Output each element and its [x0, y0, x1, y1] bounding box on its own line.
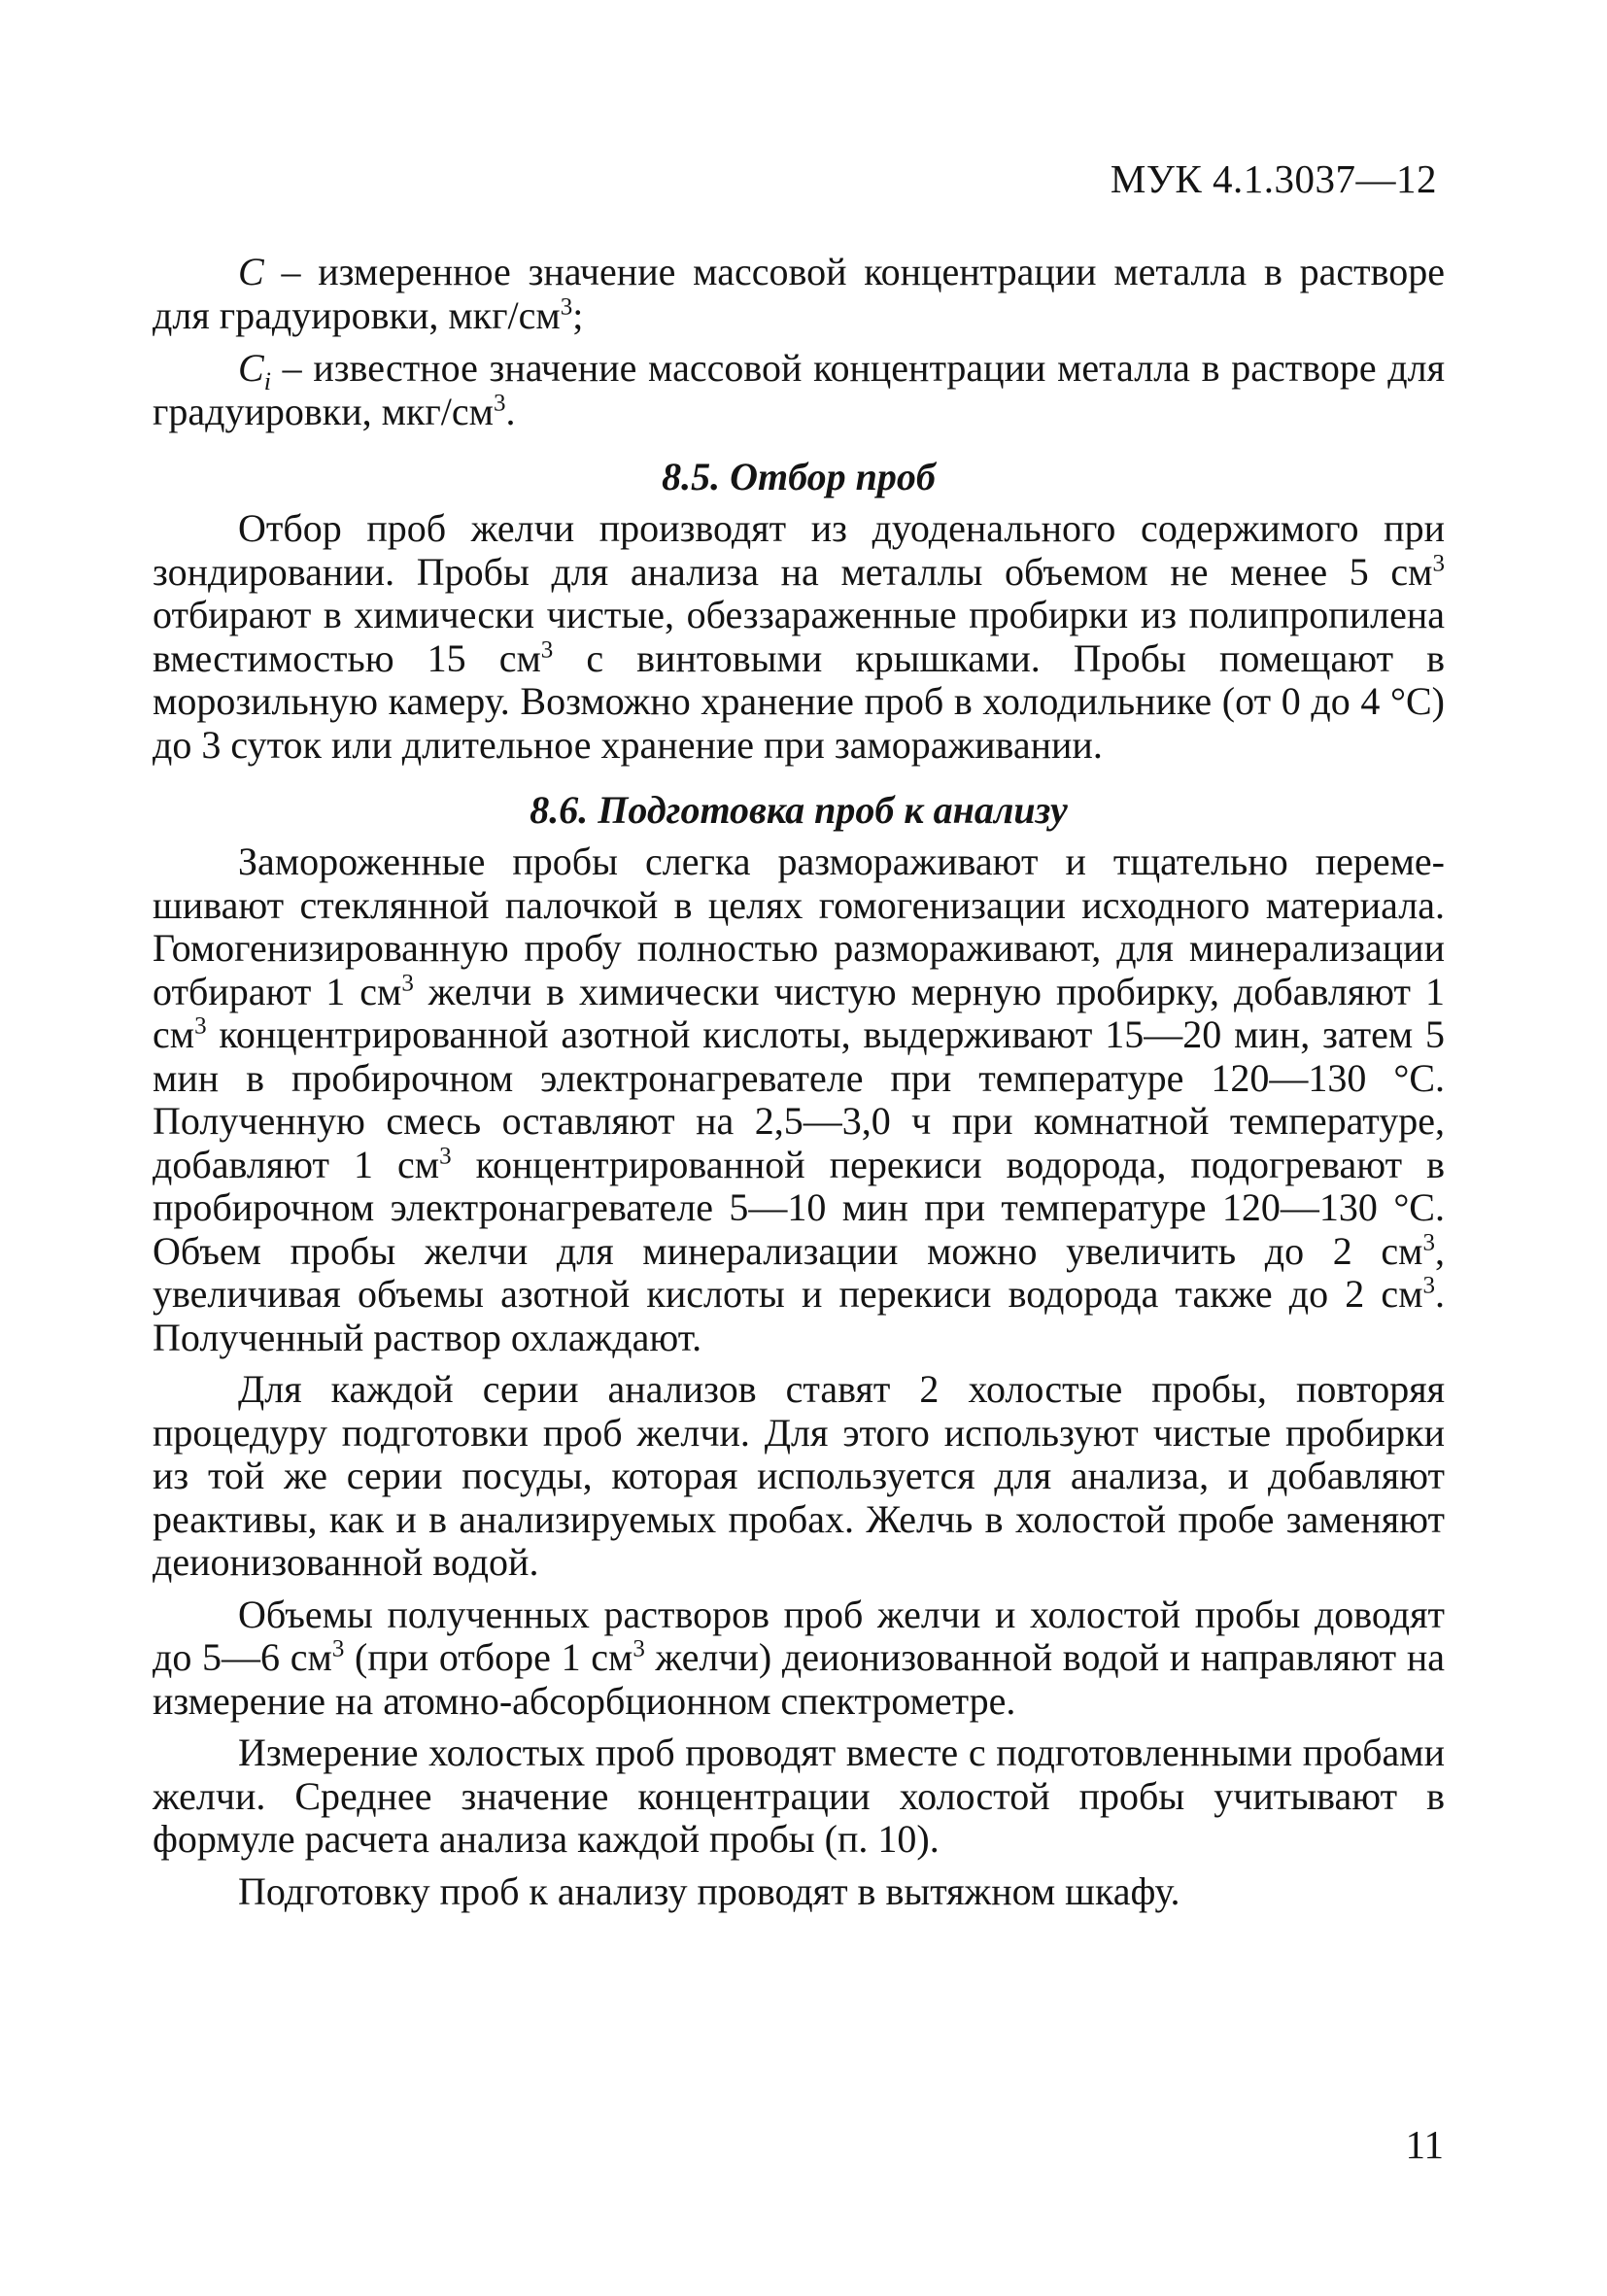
text-run: Отбор проб желчи производят из дуоденального содержимого при зондировании. Пробы для анализа на металлы объемом не менее 5 см — [153, 506, 1445, 594]
text-run: концентрированной перекиси водорода, подогревают в пробирочном электронагревателе 5—10 мин при температуре 120—130 °С. Объем пробы желчи для минерализации можно увеличить до 2 см — [153, 1142, 1445, 1273]
definition-text-end: ; — [572, 292, 584, 337]
superscript: 3 — [1422, 1272, 1435, 1299]
superscript: 3 — [331, 1635, 345, 1662]
text-run: желчи) деионизованной водой и направляют на измерение на атомно-абсорбционном спектрометре. — [153, 1635, 1446, 1723]
text-run: с винтовыми крышками. Пробы помещают в морозильную камеру. Возможно хранение проб в холодильнике (от 0 до 4 °С) до 3 суток или длительное хранение при замораживании. — [153, 635, 1446, 767]
page-content — [153, 251, 1445, 1922]
definition-c — [153, 251, 1445, 337]
symbol-subscript: i — [263, 367, 271, 395]
definition-text-end: . — [505, 389, 516, 433]
superscript: 3 — [439, 1143, 452, 1170]
text-run: , увеличивая объемы азотной кислоты и перекиси водорода также до 2 см — [153, 1228, 1445, 1316]
superscript: 3 — [633, 1635, 645, 1662]
text-run: . Полученный раствор охлаждают. — [153, 1272, 1445, 1359]
paragraph-measurement: Измерение холостых проб проводят вместе с подготовленными пробами желчи. Среднее значение концентрации холостой пробы учитывают в формуле расчета анализа каждой пробы (п. 10). — [153, 1731, 1445, 1861]
page-number: 11 — [1405, 2122, 1444, 2167]
document-code: МУК 4.1.3037—12 — [1110, 156, 1437, 201]
text-run: (при отборе 1 см — [344, 1635, 633, 1679]
definition-text: – известное значение массовой концентрации металла в растворе для градуировки, мкг/см — [153, 346, 1445, 433]
text-run: Замороженные пробы слегка размораживают и тщательно перемешивают стеклянной палочкой в целях гомогенизации исходного материала. Гомогенизированную пробу полностью размораживают, для минерализации отбирают 1 см — [153, 840, 1445, 1013]
paragraph-volumes — [153, 1593, 1445, 1724]
superscript: 3 — [540, 636, 554, 664]
superscript: 3 — [493, 390, 506, 417]
section-heading-8-6: 8.6. Подготовка проб к анализу — [530, 788, 1068, 832]
text-run: Объемы полученных растворов проб желчи и холостой пробы доводят до 5—6 см — [153, 1592, 1445, 1679]
symbol-c: C — [238, 250, 264, 293]
symbol-ci: C — [238, 346, 264, 390]
superscript: 3 — [401, 970, 414, 997]
section-heading-8-5: 8.5. Отбор проб — [662, 455, 936, 498]
superscript: 3 — [1422, 1229, 1435, 1256]
text-run: концентрированной азотной кислоты, выдерживают 15—20 мин, затем 5 мин в пробирочном электронагревателе при температуре 120—130 °С. Полученную смесь оставляют на 2,5—3,0 ч при комнатной температуре, добавляют 1 см — [153, 1012, 1445, 1186]
definition-ci — [153, 347, 1445, 433]
superscript: 3 — [1432, 550, 1445, 577]
superscript: 3 — [194, 1012, 207, 1040]
superscript: 3 — [560, 293, 573, 321]
paragraph-fume-hood: Подготовку проб к анализу проводят в вытяжном шкафу. — [238, 1868, 1180, 1913]
text-run: отбирают в химически чистые, обеззараженные пробирки из полипропилена вместимостью 15 см — [153, 593, 1445, 680]
paragraph-blank-samples: Для каждой серии анализов ставят 2 холостые пробы, повторяя процедуру подготовки проб желчи. Для этого используют чистые пробирки из той же серии посуды, которая используется для анализа, и добавляют реактивы, как и в анализируемых пробах. Желчь в холостой пробе заменяют деионизованной водой. — [153, 1367, 1445, 1584]
text-run: желчи в химически чистую мерную пробирку, добавляют 1 см — [153, 969, 1445, 1056]
definition-text: – измеренное значение массовой концентрации металла в растворе для градуировки, мкг/см — [153, 250, 1445, 337]
paragraph-preparation — [153, 840, 1445, 1359]
paragraph-sampling — [153, 507, 1445, 767]
